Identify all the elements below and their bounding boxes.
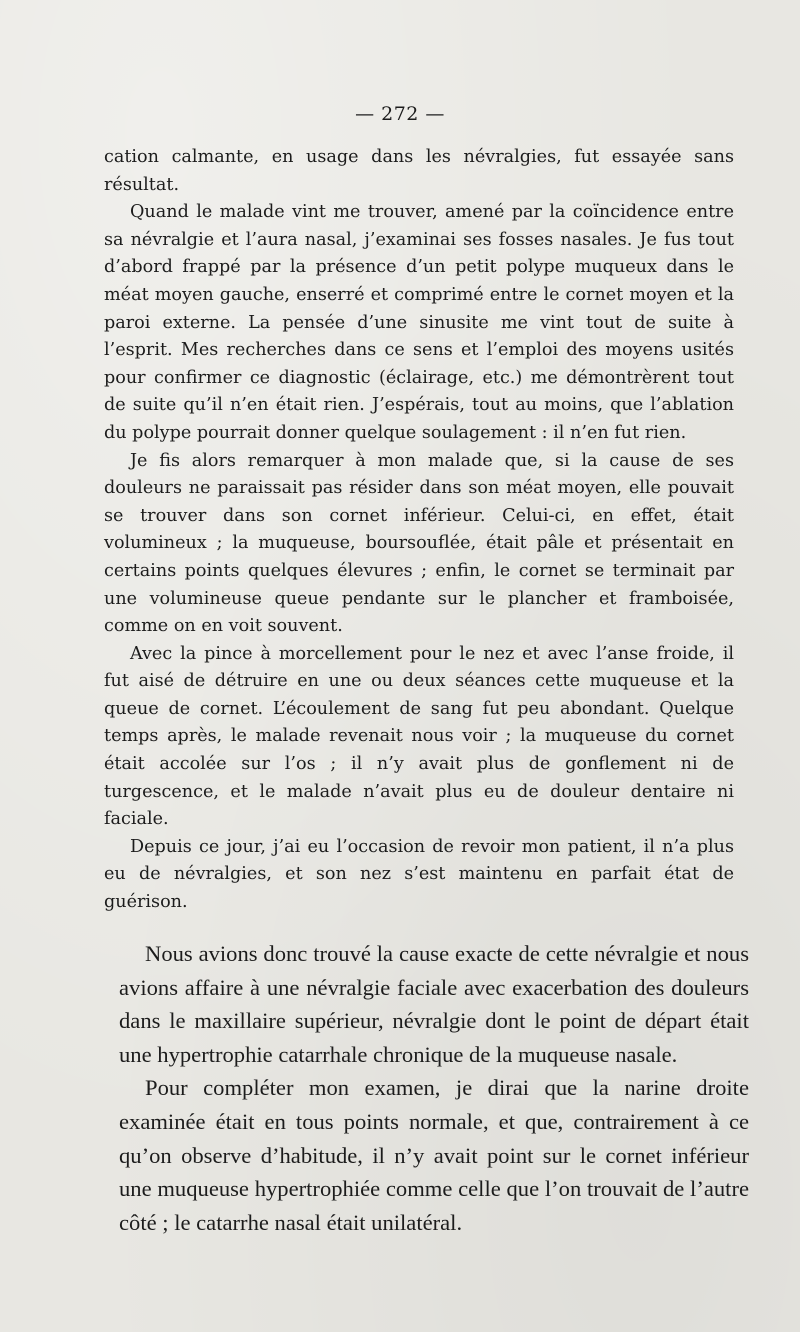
paragraph: Depuis ce jour, j’ai eu l’occasion de revoir mon patient, il n’a plus eu de névralgies, et son nez s’est maintenu en parfait état de guérison. <box>104 836 734 913</box>
text-block-large <box>119 937 749 1239</box>
page-number: — 272 — <box>355 103 445 125</box>
paragraph: Je fis alors remarquer à mon malade que, si la cause de ses douleurs ne paraissait pas résider dans son méat moyen, elle pouvait se trouver dans son cornet inférieur. Celui-ci, en effet, était volumineux ; la muqueuse, boursouflée, était pâle et présentait en certains points quelques élevures ; enfin, le cornet se terminait par une volumineuse queue pendante sur le plancher et framboisée, comme on en voit souvent. <box>104 450 734 637</box>
paragraph: Pour compléter mon examen, je dirai que la narine droite examinée était en tous points normale, et que, contrairement à ce qu’on observe d’habitude, il n’y avait point sur le cornet inférieur une muqueuse hypertrophiée comme celle que l’on trouvait de l’autre côté ; le catarrhe nasal était unilatéral. <box>119 1075 749 1235</box>
paragraph: Quand le malade vint me trouver, amené par la coïncidence entre sa névralgie et l’aura nasal, j’examinai ses fosses nasales. Je fus tout d’abord frappé par la présence d’un petit polype muqueux dans le méat moyen gauche, enserré et comprimé entre le cornet moyen et la paroi externe. La pensée d’une sinusite me vint tout de suite à l’esprit. Mes recherches dans ce sens et l’emploi des moyens usités pour confirmer ce diagnostic (éclairage, etc.) me démontrèrent tout de suite qu’il n’en était rien. J’espérais, tout au moins, que l’ablation du polype pourrait donner quelque soulagement : il n’en fut rien. <box>104 202 734 443</box>
paragraph: cation calmante, en usage dans les névralgies, fut essayée sans résultat. <box>104 147 734 195</box>
paragraph: Avec la pince à morcellement pour le nez et avec l’anse froide, il fut aisé de détruire en une ou deux séances cette muqueuse et la queue de cornet. L’écoulement de sang fut peu abondant. Quelque temps après, le malade revenait nous voir ; la muqueuse du cornet était accolée sur l’os ; il n’y avait plus de gonflement ni de turgescence, et le malade n’avait plus eu de douleur dentaire ni faciale. <box>104 643 734 830</box>
paragraph: Nous avions donc trouvé la cause exacte de cette névralgie et nous avions affaire à une névralgie faciale avec exacerbation des douleurs dans le maxillaire supérieur, névralgie dont le point de départ était une hypertrophie catarrhale chronique de la muqueuse nasale. <box>119 941 749 1067</box>
text-block-small <box>104 144 734 917</box>
